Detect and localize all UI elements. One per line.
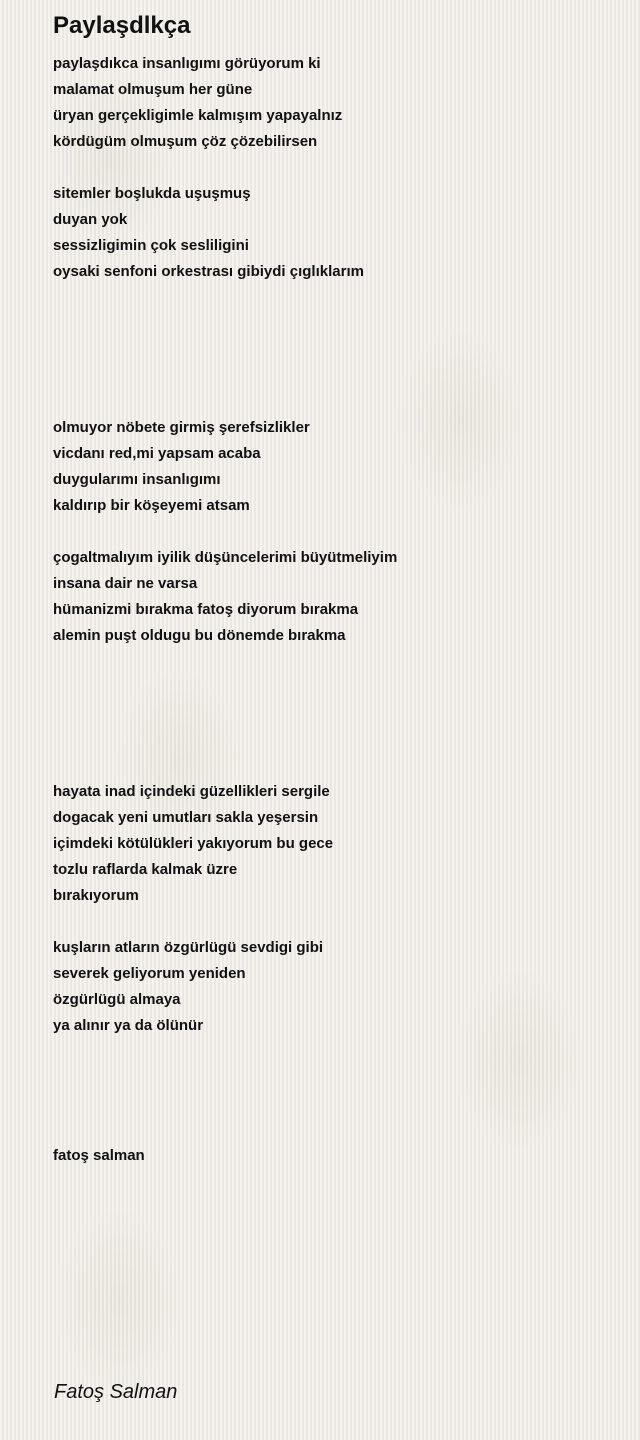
stanza-gap <box>53 727 613 753</box>
poem-line: üryan gerçekligimle kalmışım yapayalnız <box>53 107 343 124</box>
poem-line: kördügüm olmuşum çöz çözebilirsen <box>53 133 318 150</box>
poem-line: duyan yok <box>53 211 128 228</box>
stanza-gap <box>53 1091 613 1117</box>
poem-line: tozlu raflarda kalmak üzre <box>53 861 238 878</box>
stanza-gap <box>53 285 613 311</box>
poem-line: hümanizmi bırakma fatoş diyorum bırakma <box>53 601 359 618</box>
stanza-gap <box>53 519 613 545</box>
stanza-gap <box>53 311 613 337</box>
stanza-gap <box>53 155 613 181</box>
poem-line: olmuyor nöbete girmiş şerefsizlikler <box>53 419 310 436</box>
poem-line: vicdanı red,mi yapsam acaba <box>53 445 261 462</box>
poem-author: Fatoş Salman <box>54 1381 178 1403</box>
poem-line: dogacak yeni umutları sakla yeşersin <box>53 809 319 826</box>
poem-line: oysaki senfoni orkestrası gibiydi çıglıklarım <box>53 263 364 280</box>
stanza-gap <box>53 753 613 779</box>
poem-line: fatoş salman <box>53 1147 145 1164</box>
poem-line: içimdeki kötülükleri yakıyorum bu gece <box>53 835 334 852</box>
poem-line: çogaltmalıyım iyilik düşüncelerimi büyütmeliyim <box>53 549 398 566</box>
stanza-gap <box>53 649 613 675</box>
poem-line: alemin puşt oldugu bu dönemde bırakma <box>53 627 346 644</box>
stanza-gap <box>53 389 613 415</box>
stanza-gap <box>53 675 613 701</box>
stanza-gap <box>53 701 613 727</box>
poem-line: hayata inad içindeki güzellikleri sergile <box>53 783 330 800</box>
stanza-gap <box>53 363 613 389</box>
stanza-gap <box>53 909 613 935</box>
poem-line: sessizligimin çok sesliligini <box>53 237 249 254</box>
poem-line: sitemler boşlukda uşuşmuş <box>53 185 251 202</box>
stanza-gap <box>53 337 613 363</box>
stanza-gap <box>53 1039 613 1065</box>
poem-line: ya alınır ya da ölünür <box>53 1017 204 1034</box>
stanza-gap <box>53 1117 613 1143</box>
poem-line: insana dair ne varsa <box>53 575 198 592</box>
stanza-gap <box>53 1065 613 1091</box>
poem-line: malamat olmuşum her güne <box>53 81 253 98</box>
poem-line: bırakıyorum <box>53 887 139 904</box>
poem-body <box>53 51 613 1169</box>
poem-line: özgürlügü almaya <box>53 991 181 1008</box>
poem-line: duygularımı insanlıgımı <box>53 471 221 488</box>
poem-title: Paylaşdlkça <box>53 12 191 39</box>
poem-line: kuşların atların özgürlügü sevdigi gibi <box>53 939 324 956</box>
poem-line: kaldırıp bir köşeyemi atsam <box>53 497 250 514</box>
poem-line: paylaşdıkca insanlıgımı görüyorum ki <box>53 55 321 72</box>
poem-line: severek geliyorum yeniden <box>53 965 246 982</box>
